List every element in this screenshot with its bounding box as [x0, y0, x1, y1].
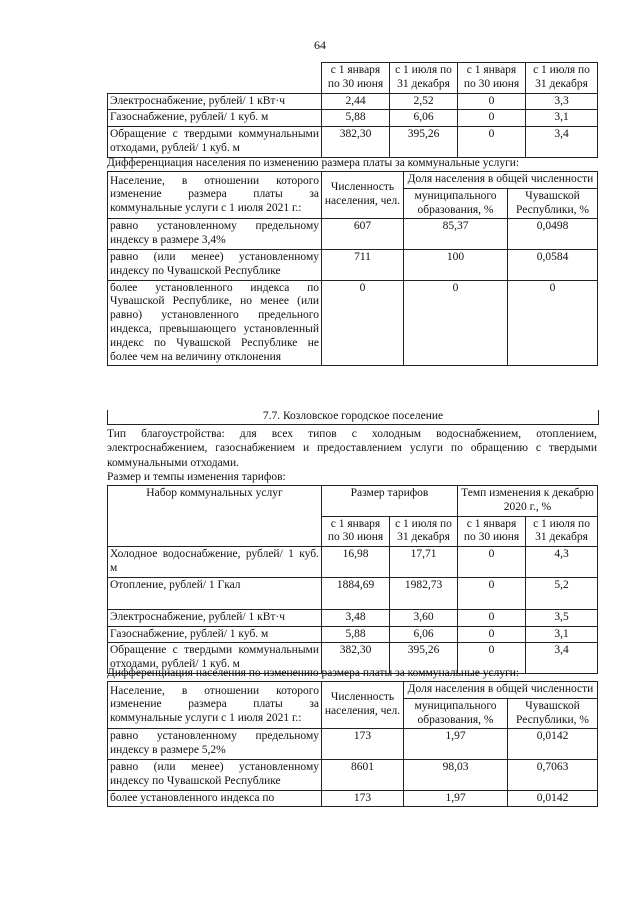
- population-table-2: [107, 681, 597, 807]
- col-header: муниципального образования, %: [404, 188, 508, 219]
- col-header: Численность населения, чел.: [322, 172, 404, 219]
- tariff-table-kozlovka: [107, 485, 597, 674]
- diff-caption: Дифференциация населения по изменению размера платы за коммунальные услуги:: [107, 667, 520, 679]
- table-row: Отопление, рублей/ 1 Гкал 1884,69 1982,73 0 5,2: [108, 577, 598, 609]
- table-row: равно (или менее) установленному индексу по Чувашской Республике 711 100 0,0584: [108, 249, 598, 280]
- period-header: с 1 июля по 31 декабря: [526, 63, 598, 94]
- population-table-1: [107, 171, 597, 366]
- period-header: с 1 января по 30 июня: [322, 63, 390, 94]
- col-header: Темп изменения к декабрю 2020 г., %: [458, 486, 598, 517]
- col-header: Размер тарифов: [322, 486, 458, 517]
- col-header: Численность населения, чел.: [322, 682, 404, 729]
- diff-caption: Дифференциация населения по изменению размера платы за коммунальные услуги:: [107, 157, 520, 169]
- table-row: равно установленному предельному индексу в размере 5,2% 173 1,97 0,0142: [108, 729, 598, 760]
- period-header: с 1 января по 30 июня: [458, 63, 526, 94]
- tariff-table-continued: [107, 62, 597, 158]
- table-row: Газоснабжение, рублей/ 1 куб. м 5,88 6,06 0 3,1: [108, 110, 598, 127]
- period-header: с 1 июля по 31 декабря: [526, 516, 598, 547]
- col-header: Чувашской Республики, %: [508, 188, 598, 219]
- col-header: Чувашской Республики, %: [508, 698, 598, 729]
- table-row: Электроснабжение, рублей/ 1 кВт·ч 2,44 2,52 0 3,3: [108, 93, 598, 110]
- col-header: Население, в отношении которого изменение размера платы за коммунальные услуги с 1 июля 2021 г.:: [108, 682, 322, 729]
- col-header: Доля населения в общей численности: [404, 172, 598, 189]
- rates-caption: Размер и темпы изменения тарифов:: [107, 471, 286, 483]
- period-header: с 1 января по 30 июня: [458, 516, 526, 547]
- col-header: Набор коммунальных услуг: [108, 486, 322, 547]
- table-row: Электроснабжение, рублей/ 1 кВт·ч 3,48 3,60 0 3,5: [108, 609, 598, 626]
- col-header: Доля населения в общей численности: [404, 682, 598, 699]
- table-row: Газоснабжение, рублей/ 1 куб. м 5,88 6,06 0 3,1: [108, 626, 598, 643]
- amenity-type-text: Тип благоустройства: для всех типов с холодным водоснабжением, отоплением, электроснабжением, газоснабжением и предоставлением услуги по обращению с твердыми коммунальными отходами.: [107, 428, 597, 469]
- table-row: Холодное водоснабжение, рублей/ 1 куб. м 16,98 17,71 0 4,3: [108, 547, 598, 578]
- col-header: Население, в отношении которого изменение размера платы за коммунальные услуги с 1 июля 2021 г.:: [108, 172, 322, 219]
- period-header: с 1 июля по 31 декабря: [390, 516, 458, 547]
- section-title: 7.7. Козловское городское поселение: [107, 410, 599, 425]
- period-header: с 1 января по 30 июня: [322, 516, 390, 547]
- table-row: Обращение с твердыми коммунальными отходами, рублей/ 1 куб. м 382,30 395,26 0 3,4: [108, 127, 598, 158]
- table-row: равно (или менее) установленному индексу по Чувашской Республике 8601 98,03 0,7063: [108, 759, 598, 790]
- table-row: равно установленному предельному индексу в размере 3,4% 607 85,37 0,0498: [108, 219, 598, 250]
- table-row: Обращение с твердыми коммунальными отходами, рублей/ 1 куб. м 382,30 395,26 0 3,4: [108, 643, 598, 674]
- col-header: муниципального образования, %: [404, 698, 508, 729]
- table-row: более установленного индекса по 173 1,97 0,0142: [108, 790, 598, 807]
- table-row: более установленного индекса по Чувашской Республике, но менее (или равно) установленного предельного индекса, превышающего установленный индекс по Чувашской Республике не более чем на величину отклонения 0 0 0: [108, 280, 598, 366]
- period-header: с 1 июля по 31 декабря: [390, 63, 458, 94]
- page-number: 64: [314, 38, 326, 52]
